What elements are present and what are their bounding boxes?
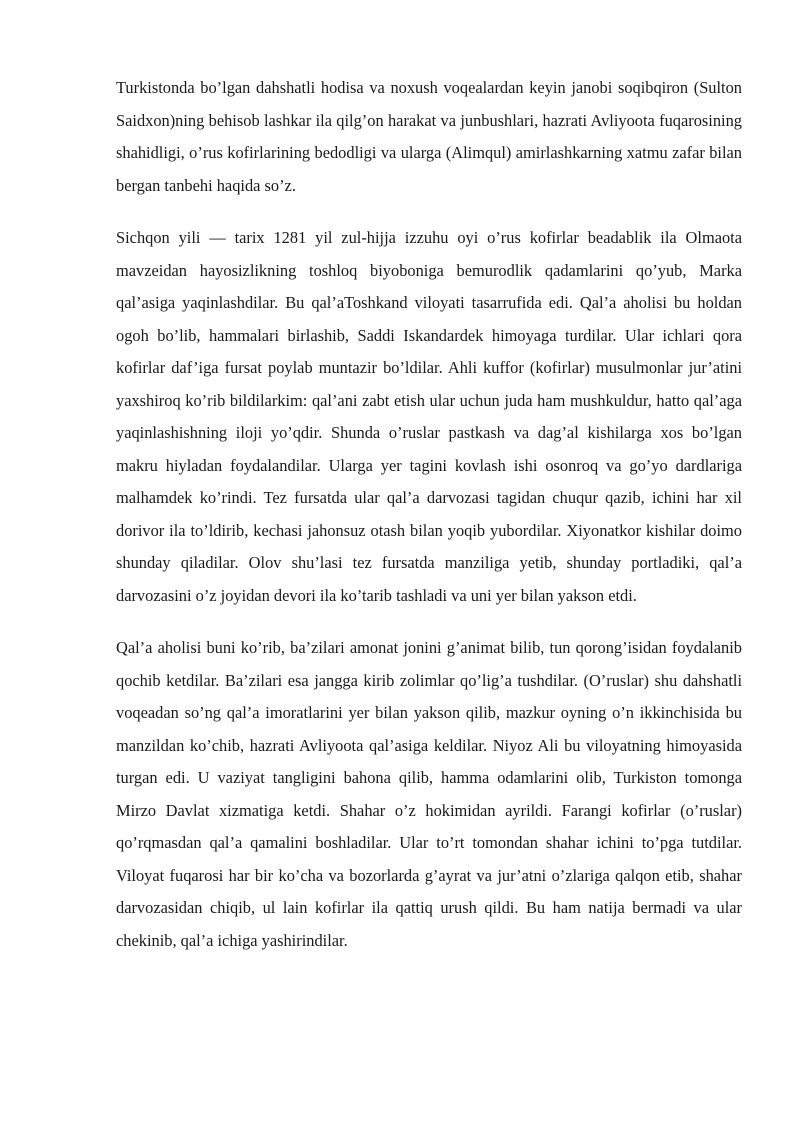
paragraph-marka-siege: Sichqon yili — tarix 1281 yil zul-hijja izzuhu oyi o’rus kofirlar beadablik ila Olmaota mavzeidan hayosizlikning toshloq biyoboniga bemurodlik qadamlarini qo’yub, Marka qal’asiga yaqinlashdilar. Bu qal’aToshkand viloyati tasarrufida edi. Qal’a aholisi bu holdan ogoh bo’lib, hammalari birlashib, Saddi Iskandardek himoyaga turdilar. Ular ichlari qora kofirlar daf’iga fursat poylab muntazir bo’ldilar. Ahli kuffor (kofirlar) musulmonlar jur’atini yaxshiroq ko’rib bildilarkim: qal’ani zabt etish ular uchun juda ham mushkuldur, hatto qal’aga yaqinlashishning iloji yo’qdir. Shunda o’ruslar pastkash va dag’al kishilarga xos bo’lgan makru hiyladan foydalandilar. Ularga yer tagini kovlash ishi osonroq va go’yo dardlariga malhamdek ko’rindi. Tez fursatda ular qal’a darvozasi tagidan chuqur qazib, ichini har xil dorivor ila to’ldirib, kechasi jahonsuz otash bilan yoqib yubordilar. Xiyonatkor kishilar doimo shunday qiladilar. Olov shu’lasi tez fursatda manziliga yetib, shunday portladiki, qal’a darvozasini o’z joyidan devori ila ko’tarib tashladi va uni yer bilan yakson etdi. bbox=[116, 228, 742, 605]
paragraph-intro: Turkistonda bo’lgan dahshatli hodisa va noxush voqealardan keyin janobi soqibqiron (Sulton Saidxon)ning behisob lashkar ila qilg’on harakat va junbushlari, hazrati Avliyoota fuqarosining shahidligi, o’rus kofirlarining bedodligi va ularga (Alimqul) amirlashkarning xatmu zafar bilan bergan tanbehi haqida so’z. bbox=[116, 78, 742, 195]
paragraph-avliyoota-siege: Qal’a aholisi buni ko’rib, ba’zilari amonat jonini g’animat bilib, tun qorong’isidan foydalanib qochib ketdilar. Ba’zilari esa jangga kirib zolimlar qo’lig’a tushdilar. (O’ruslar) shu dahshatli voqeadan so’ng qal’a imoratlarini yer bilan yakson qilib, mazkur oyning o’n ikkinchisida bu manzildan ko’chib, hazrati Avliyoota qal’asiga keldilar. Niyoz Ali bu viloyatning himoyasida turgan edi. U vaziyat tangligini bahona qilib, hamma odamlarini olib, Turkiston tomonga Mirzo Davlat xizmatiga ketdi. Shahar o’z hokimidan ayrildi. Farangi kofirlar (o’ruslar) qo’rqmasdan qal’a qamalini boshladilar. Ular to’rt tomondan shahar ichini to’pga tutdilar. Viloyat fuqarosi har bir ko’cha va bozorlarda g’ayrat va jur’atni o’zlariga qalqon etib, shahar darvozasidan chiqib, ul lain kofirlar ila qattiq urush qildi. Bu ham natija bermadi va ular chekinib, qal’a ichiga yashirindilar. bbox=[116, 638, 742, 950]
document-page bbox=[116, 72, 742, 977]
